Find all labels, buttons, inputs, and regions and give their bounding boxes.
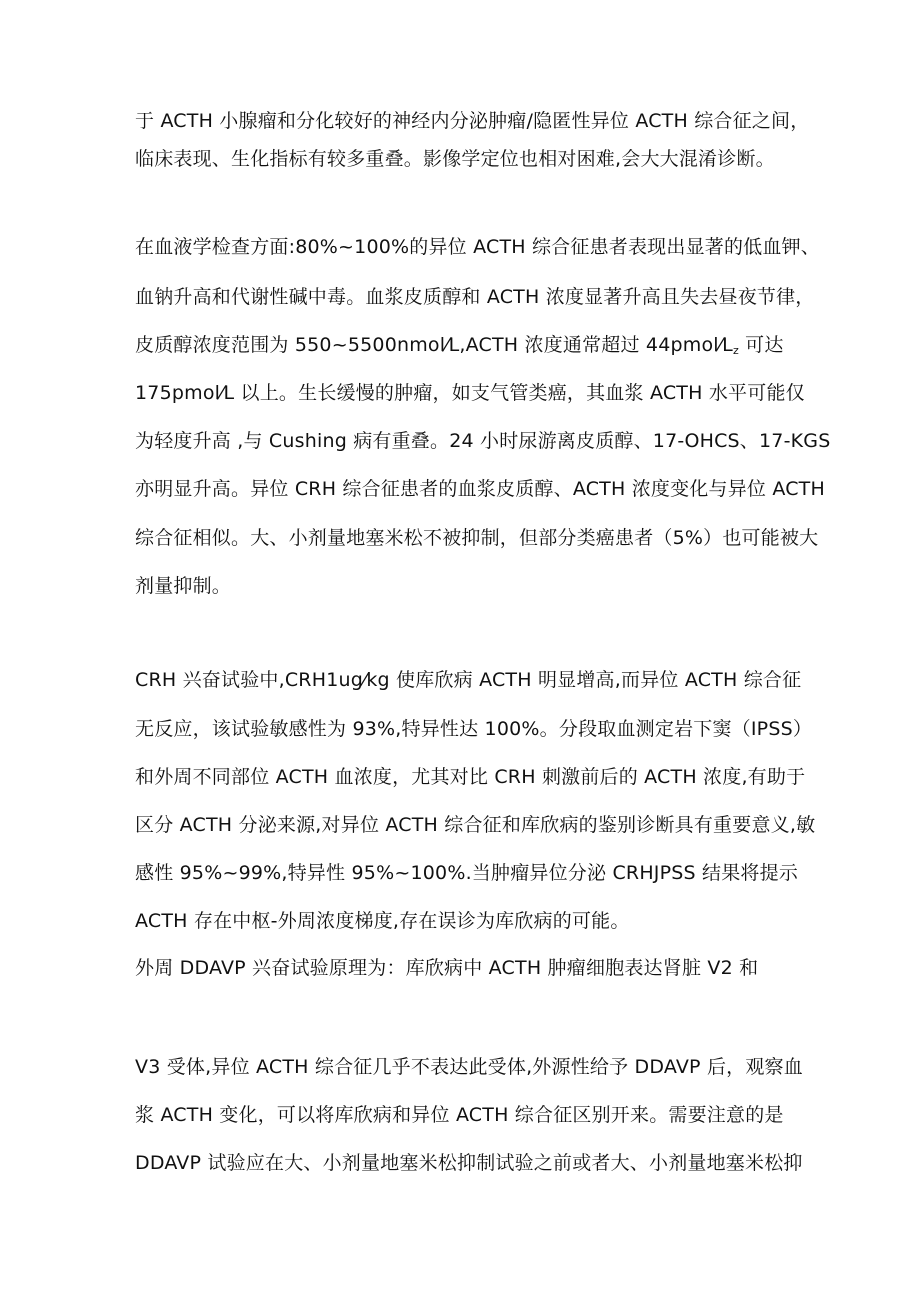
text-line: 血钠升高和代谢性碱中毒。血浆皮质醇和 ACTH 浓度显著升高且失去昼夜节律， — [135, 286, 815, 308]
text-line: 在血液学检查方面:80%~100%的异位 ACTH 综合征患者表现出显著的低血钾、 — [135, 236, 820, 258]
text-line: 175pmol⁄L 以上。生长缓慢的肿瘤，如支气管类癌，其血浆 ACTH 水平可能仅 — [135, 382, 805, 404]
text-line: 剂量抑制。 — [135, 575, 232, 597]
text-line: 和外周不同部位 ACTH 血浓度，尤其对比 CRH 刺激前后的 ACTH 浓度,有助于 — [135, 766, 806, 788]
text-line: 综合征相似。大、小剂量地塞米松不被抑制，但部分类癌患者（5%）也可能被大 — [135, 527, 819, 549]
text-segment: 皮质醇浓度范围为 550~5500nmol⁄L,ACTH 浓度通常超过 44pmol⁄L — [135, 334, 733, 356]
text-line: ACTH 存在中枢-外周浓度梯度,存在误诊为库欣病的可能。 — [135, 910, 630, 932]
text-line: 临床表现、生化指标有较多重叠。影像学定位也相对困难,会大大混淆诊断。 — [135, 148, 775, 170]
subscript-mark: z — [732, 344, 739, 357]
text-segment: 可达 — [738, 334, 784, 356]
text-line: CRH 兴奋试验中,CRH1ug⁄kg 使库欣病 ACTH 明显增高,而异位 ACTH 综合征 — [135, 669, 802, 691]
text-line: 为轻度升高 ,与 Cushing 病有重叠。24 小时尿游离皮质醇、17-OHCS、17-KGS — [135, 430, 831, 452]
text-line: 感性 95%~99%,特异性 95%~100%.当肿瘤异位分泌 CRHJPSS 结果将提示 — [135, 862, 799, 884]
text-line: 区分 ACTH 分泌来源,对异位 ACTH 综合征和库欣病的鉴别诊断具有重要意义,敏 — [135, 814, 816, 836]
text-line: 浆 ACTH 变化，可以将库欣病和异位 ACTH 综合征区别开来。需要注意的是 — [135, 1104, 784, 1126]
text-line: 亦明显升高。异位 CRH 综合征患者的血浆皮质醇、ACTH 浓度变化与异位 ACTH — [135, 478, 825, 500]
text-line — [135, 332, 784, 364]
text-line: 外周 DDAVP 兴奋试验原理为：库欣病中 ACTH 肿瘤细胞表达肾脏 V2 和 — [135, 957, 759, 979]
text-line: V3 受体,异位 ACTH 综合征几乎不表达此受体,外源性给予 DDAVP 后，观察血 — [135, 1056, 803, 1078]
text-line: 无反应，该试验敏感性为 93%,特异性达 100%。分段取血测定岩下窦（IPSS） — [135, 718, 813, 740]
text-line: DDAVP 试验应在大、小剂量地塞米松抑制试验之前或者大、小剂量地塞米松抑 — [135, 1152, 803, 1174]
text-line: 于 ACTH 小腺瘤和分化较好的神经内分泌肿瘤/隐匿性异位 ACTH 综合征之间， — [135, 110, 810, 132]
